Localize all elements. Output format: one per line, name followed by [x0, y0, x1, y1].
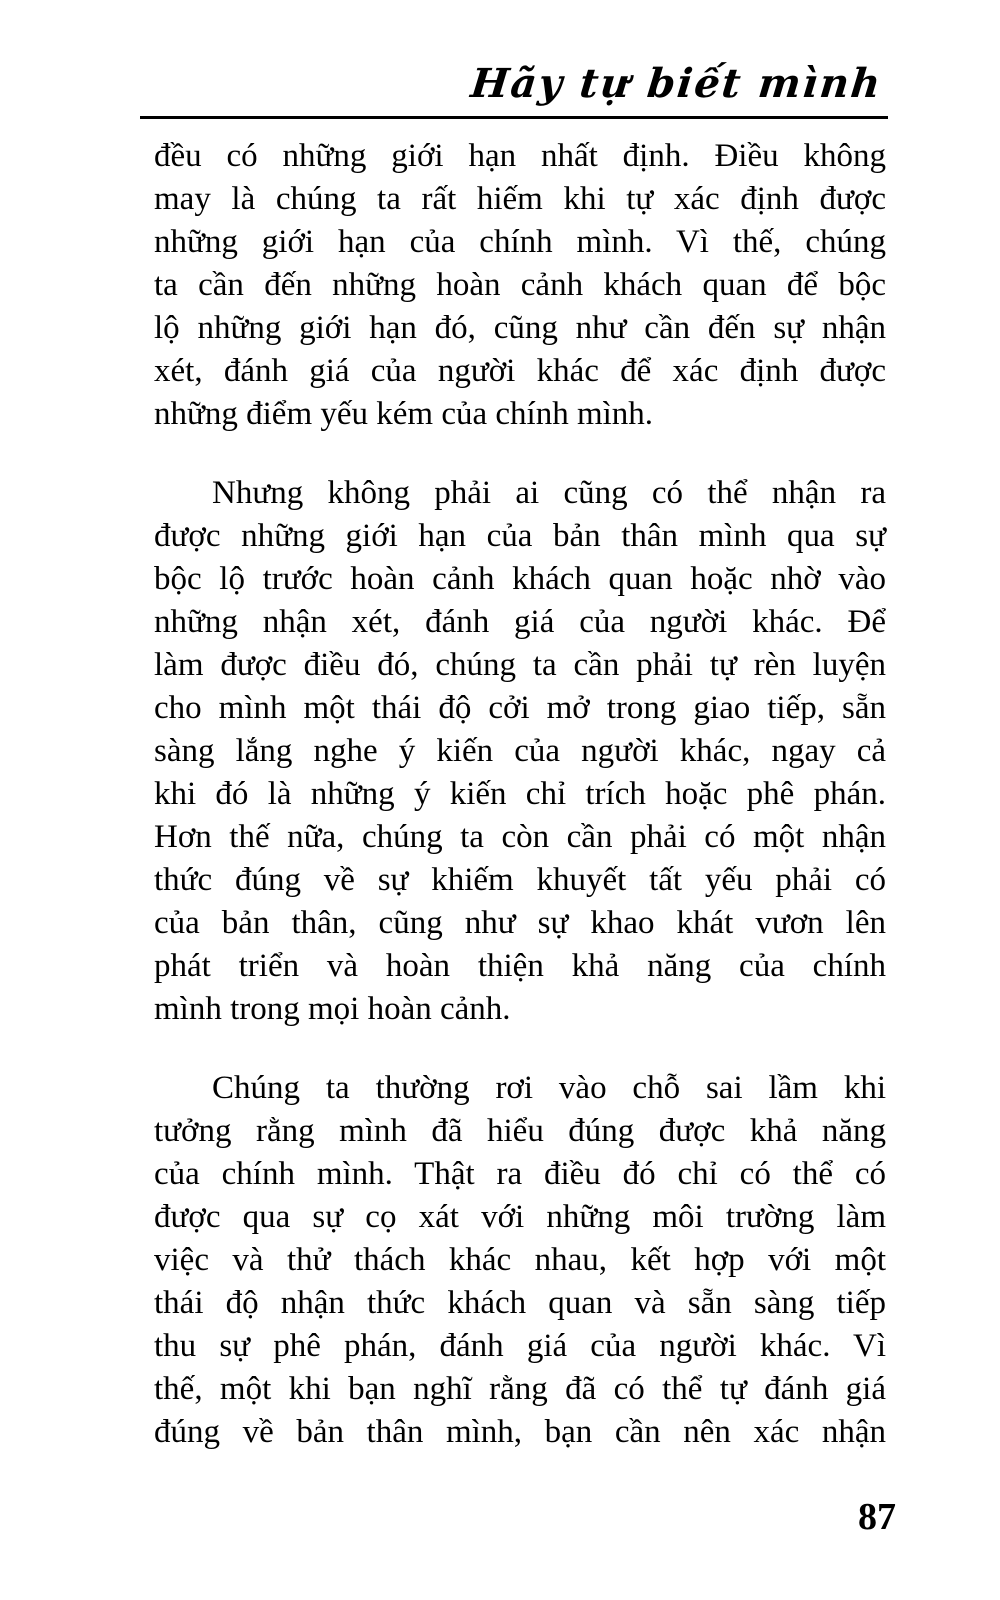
text-line: thức đúng về sự khiếm khuyết tất yếu phải có: [154, 862, 886, 898]
text-line: khi đó là những ý kiến chỉ trích hoặc phê phán.: [154, 776, 886, 812]
text-line: lộ những giới hạn đó, cũng như cần đến sự nhận: [154, 310, 886, 346]
text-line: những giới hạn của chính mình. Vì thế, chúng: [154, 224, 886, 260]
text-line: Nhưng không phải ai cũng có thể nhận ra: [212, 475, 886, 511]
text-line: đúng về bản thân mình, bạn cần nên xác nhận: [154, 1414, 886, 1450]
text-line: những điểm yếu kém của chính mình.: [154, 396, 654, 432]
running-header-title: Hãy tự biết mình: [468, 60, 885, 107]
text-line: cho mình một thái độ cởi mở trong giao tiếp, sẵn: [154, 690, 886, 726]
text-line: Chúng ta thường rơi vào chỗ sai lầm khi: [212, 1070, 886, 1106]
text-line: làm được điều đó, chúng ta cần phải tự rèn luyện: [154, 647, 886, 683]
paragraph: [154, 472, 886, 1031]
text-line: thế, một khi bạn nghĩ rằng đã có thể tự đánh giá: [154, 1371, 886, 1407]
paragraph: [154, 1067, 886, 1454]
page-number: 87: [858, 1496, 896, 1538]
text-line: Hơn thế nữa, chúng ta còn cần phải có một nhận: [154, 819, 886, 855]
text-line: thái độ nhận thức khách quan và sẵn sàng tiếp: [154, 1285, 886, 1321]
text-line: của bản thân, cũng như sự khao khát vươn lên: [154, 905, 886, 941]
text-line: những nhận xét, đánh giá của người khác. Để: [154, 604, 886, 640]
text-line: phát triển và hoàn thiện khả năng của chính: [154, 948, 886, 984]
text-line: được những giới hạn của bản thân mình qua sự: [154, 518, 886, 554]
text-line: việc và thử thách khác nhau, kết hợp với một: [154, 1242, 886, 1278]
page-body: [154, 135, 886, 1454]
running-header: [140, 60, 885, 107]
text-line: may là chúng ta rất hiếm khi tự xác định được: [154, 181, 886, 217]
paragraph: [154, 135, 886, 436]
page-footer: [154, 1498, 896, 1536]
text-line: đều có những giới hạn nhất định. Điều không: [154, 138, 886, 174]
text-line: ta cần đến những hoàn cảnh khách quan để bộc: [154, 267, 886, 303]
text-line: bộc lộ trước hoàn cảnh khách quan hoặc nhờ vào: [154, 561, 886, 597]
text-line: sàng lắng nghe ý kiến của người khác, ngay cả: [154, 733, 886, 769]
text-line: thu sự phê phán, đánh giá của người khác. Vì: [154, 1328, 886, 1364]
text-line: mình trong mọi hoàn cảnh.: [154, 991, 511, 1027]
text-line: của chính mình. Thật ra điều đó chỉ có thể có: [154, 1156, 886, 1192]
text-line: tưởng rằng mình đã hiểu đúng được khả năng: [154, 1113, 886, 1149]
text-line: xét, đánh giá của người khác để xác định được: [154, 353, 886, 389]
text-line: được qua sự cọ xát với những môi trường làm: [154, 1199, 886, 1235]
header-rule: [140, 116, 888, 119]
